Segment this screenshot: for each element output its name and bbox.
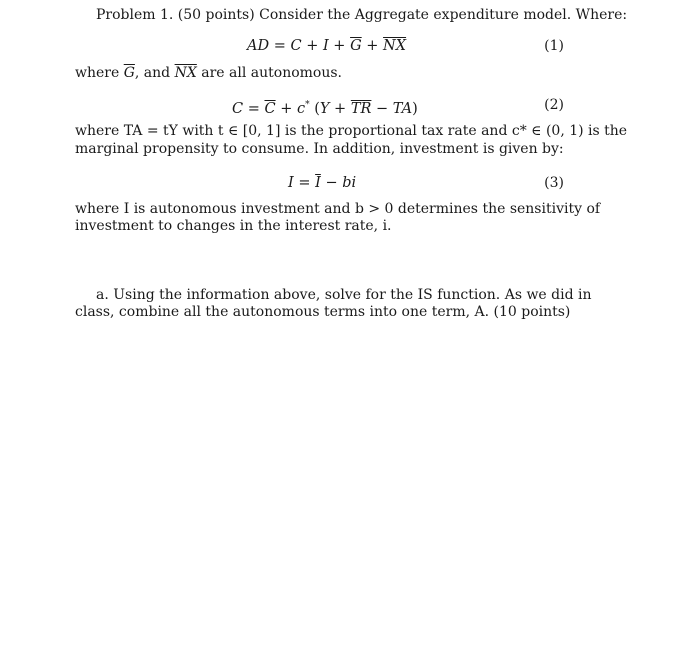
part-a-line-2: class, combine all the autonomous terms into one term, A. (10 points) bbox=[75, 304, 571, 320]
eq2-explanation-line-2: marginal propensity to consume. In addition, investment is given by: bbox=[75, 141, 564, 157]
equation-2-number: (2) bbox=[544, 97, 564, 113]
eq2-explanation-line-1: where TA = tY with t ∈ [0, 1] is the proportional tax rate and c* ∈ (0, 1) is the bbox=[75, 123, 628, 139]
problem-heading: Problem 1. (50 points) Consider the Aggregate expenditure model. Where: bbox=[96, 7, 628, 23]
equation-3 bbox=[288, 173, 356, 193]
eq2-c: C bbox=[232, 100, 244, 117]
eq1-i: I bbox=[322, 38, 329, 54]
eq2-y: Y bbox=[319, 100, 330, 117]
autonomous-text: are all autonomous. bbox=[196, 65, 343, 81]
eq2-minus: − bbox=[371, 100, 393, 117]
and-text: , and bbox=[134, 65, 175, 81]
eq2-ta: TA bbox=[392, 100, 413, 117]
eq3-equals: = bbox=[293, 175, 316, 191]
eq3-bi: bi bbox=[342, 175, 357, 191]
eq3-i: I bbox=[288, 175, 294, 191]
eq3-explanation-line-2: investment to changes in the interest rate, i. bbox=[75, 218, 392, 234]
eq3-i-bar: $\overline{I}$ bbox=[315, 175, 321, 191]
equation-1-number: (1) bbox=[544, 38, 564, 54]
eq2-c-star: c bbox=[296, 100, 306, 117]
eq2-equals: = bbox=[243, 100, 265, 117]
equation-1 bbox=[247, 36, 406, 56]
eq2-plus-2: + bbox=[329, 100, 351, 117]
where-text: where bbox=[75, 65, 124, 81]
eq3-minus: − bbox=[320, 175, 343, 191]
eq1-plus-3: + bbox=[361, 38, 384, 54]
nx-bar-symbol: $\overline{NX}$ bbox=[174, 65, 197, 81]
eq2-plus-1: + bbox=[275, 100, 297, 117]
g-bar-symbol: $\overline{G}$ bbox=[123, 65, 135, 81]
eq2-close-paren: ) bbox=[412, 100, 418, 117]
eq1-nx-bar: $\overline{NX}$ bbox=[383, 38, 407, 54]
eq1-plus-2: + bbox=[328, 38, 351, 54]
equation-2 bbox=[232, 95, 418, 119]
eq2-c-bar: $\overline{C}$ bbox=[264, 100, 276, 117]
eq1-ad: AD bbox=[247, 38, 270, 54]
eq1-plus-1: + bbox=[301, 38, 323, 54]
eq2-tr-bar: $\overline{TR}$ bbox=[350, 100, 372, 117]
eq1-c: C bbox=[290, 38, 302, 54]
eq2-star: * bbox=[305, 100, 310, 110]
equation-3-number: (3) bbox=[544, 175, 564, 191]
part-a-line-1: a. Using the information above, solve for the IS function. As we did in bbox=[96, 287, 592, 303]
eq1-explanation bbox=[75, 64, 342, 82]
eq2-open-paren: ( bbox=[309, 100, 320, 117]
eq3-explanation-line-1: where I is autonomous investment and b > 0 determines the sensitivity of bbox=[75, 201, 601, 217]
eq1-g-bar: $\overline{G}$ bbox=[350, 38, 362, 54]
eq1-equals: = bbox=[269, 38, 291, 54]
